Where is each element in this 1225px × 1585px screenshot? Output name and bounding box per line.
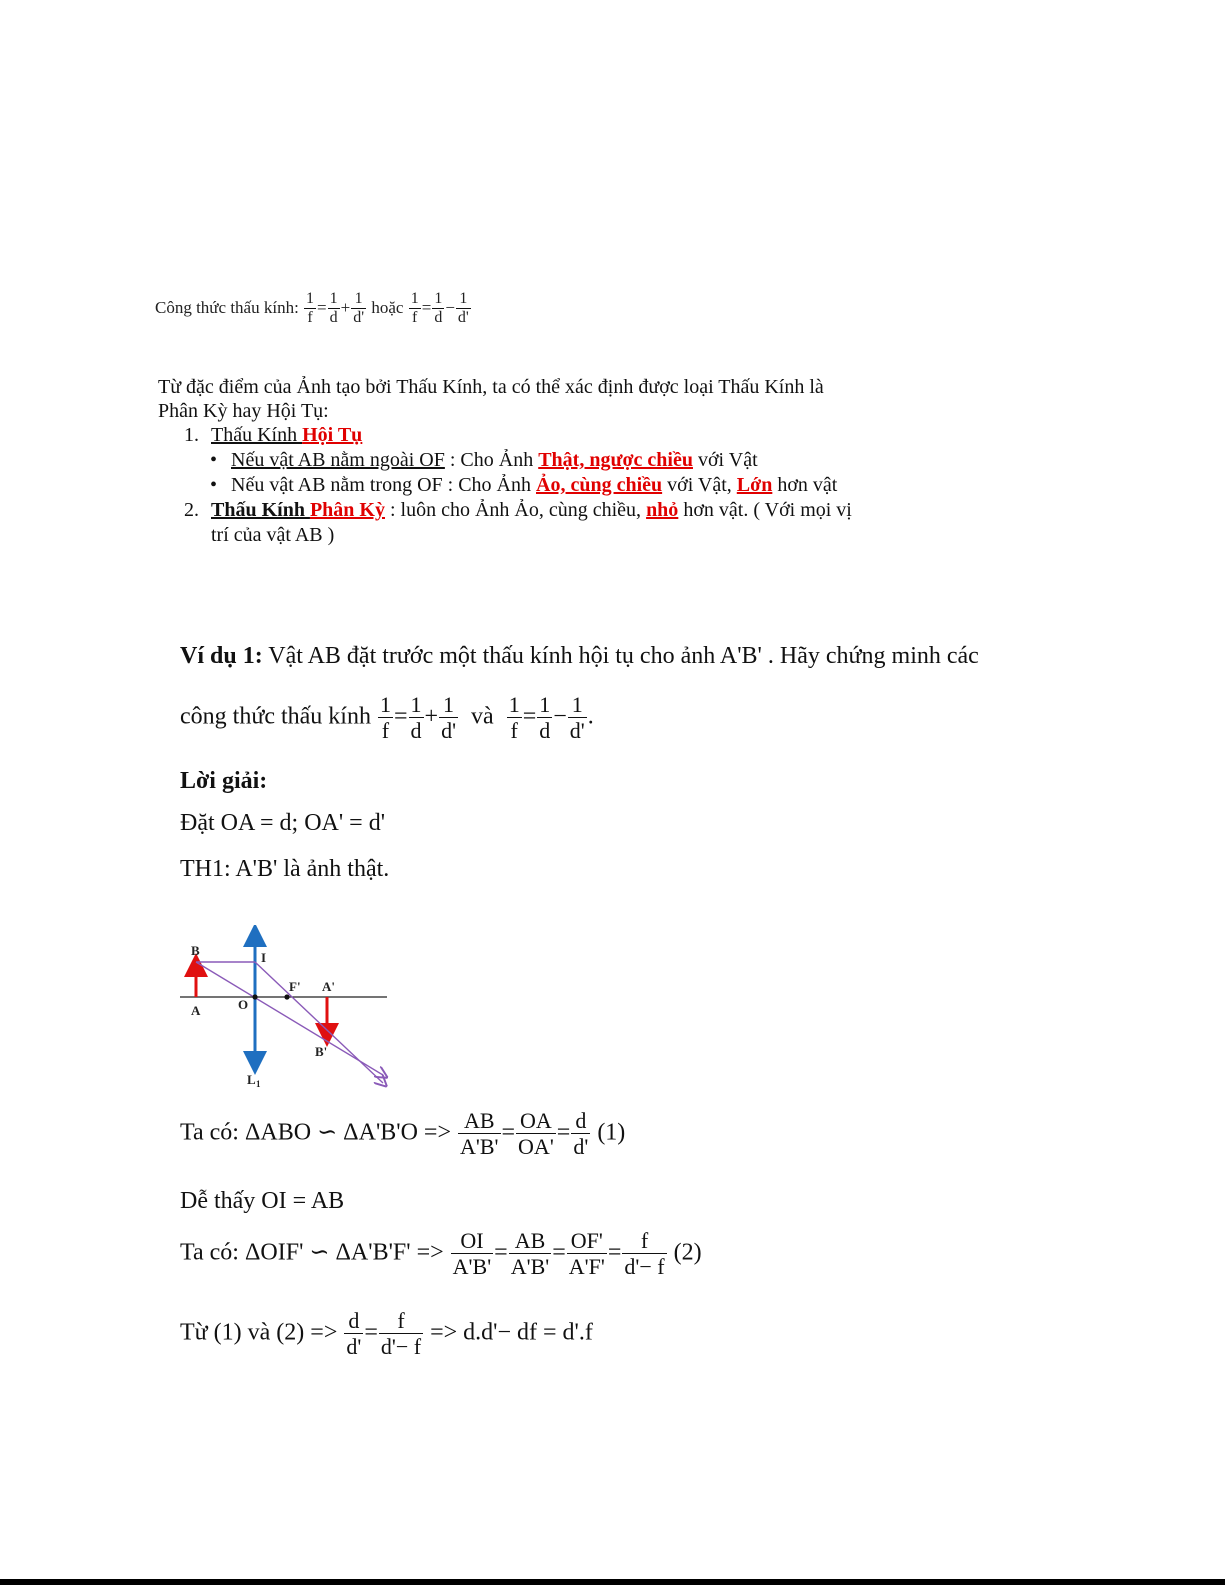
equation-2: Ta có: ΔOIF' ∽ ΔA'B'F' => $\frac{OI}{A'B'}$ = $\frac{AB}{A'B'}$ = $\frac{OF'}{A'F'}$ = $\frac{f}{d'- f}$ (2) — [180, 1228, 702, 1280]
example-label: Ví dụ 1: — [180, 643, 263, 669]
intro-line-2: Phân Kỳ hay Hội Tụ: — [158, 400, 329, 422]
fraction-1-d-b: $\frac{1}{d}$ — [434, 290, 443, 327]
bullet-dot: • — [210, 474, 218, 496]
list-item-diverging-line2: trí của vật AB ) — [211, 524, 335, 546]
bullet-outside-of: Nếu vật AB nằm ngoài OF : Cho Ảnh Thật, ngược chiều với Vật — [231, 449, 758, 471]
ray-through-focus — [255, 962, 383, 1083]
list-number: 2. — [184, 499, 199, 521]
formula-label: Công thức thấu kính: — [155, 297, 299, 317]
bullet-inside-of: Nếu vật AB nằm trong OF : Cho Ảnh Ảo, cùng chiều với Vật, Lớn hơn vật — [231, 474, 838, 496]
label-a: A — [191, 1003, 201, 1018]
fraction-1-f-b: $\frac{1}{f}$ — [410, 290, 419, 327]
fraction-1-f: $\frac{1}{f}$ — [306, 290, 315, 327]
equation-1: Ta có: ΔABO ∽ ΔA'B'O => $\frac{AB}{A'B'}$ = $\frac{OA}{OA'}$ = $\frac{d}{d'}$ (1) — [180, 1108, 626, 1160]
equation-3: Từ (1) và (2) => $\frac{d}{d'}$ = $\frac{f}{d'- f}$ => d.d'− df = d'.f — [180, 1308, 593, 1360]
fraction-1-dp: $\frac{1}{d'}$ — [353, 290, 365, 327]
label-fp: F' — [289, 979, 301, 994]
label-ap: A' — [322, 979, 335, 994]
lens-type-list — [158, 423, 918, 553]
example-formula-line: công thức thấu kính $\frac{1}{f}$ = $\frac{1}{d}$ + $\frac{1}{d'}$ và $\frac{1}{f}$ = $\frac{1}{d}$ − $\frac{1}{d'}$ . — [180, 692, 594, 744]
point-fp — [284, 994, 289, 999]
fraction-1-dp-b: $\frac{1}{d'}$ — [457, 290, 469, 327]
intro-line-1: Từ đặc điểm của Ảnh tạo bởi Thấu Kính, ta có thể xác định được loại Thấu Kính là — [158, 376, 824, 398]
label-b: B — [191, 943, 200, 958]
label-i: I — [261, 950, 267, 965]
list-item-diverging: Thấu Kính Phân Kỳ : luôn cho Ảnh Ảo, cùng chiều, nhỏ hơn vật. ( Với mọi vị — [211, 499, 852, 521]
point-o — [252, 994, 257, 999]
intro-paragraph — [158, 375, 824, 423]
ray-diagram — [175, 925, 395, 1095]
label-l: L — [247, 1072, 256, 1087]
label-bp: B' — [315, 1044, 328, 1059]
or-word: hoặc — [371, 297, 404, 317]
label-l-sub: 1 — [256, 1079, 261, 1089]
list-number: 1. — [184, 424, 199, 446]
fraction-1-d: $\frac{1}{d}$ — [329, 290, 338, 327]
note-oi-ab: Dễ thấy OI = AB — [180, 1188, 345, 1214]
page-bottom-border — [0, 1579, 1225, 1585]
list-item-converging: Thấu Kính Hội Tụ — [211, 424, 363, 446]
lens-formula-line: Công thức thấu kính: $\frac{1}{f}$ = $\frac{1}{d}$ + $\frac{1}{d'}$ hoặc $\frac{1}{f}$ = $\frac{1}{d}$ − $\frac{1}{d'}$ — [155, 290, 469, 327]
case1-line: TH1: A'B' là ảnh thật. — [180, 856, 390, 882]
set-variables-line: Đặt OA = d; OA' = d' — [180, 810, 386, 836]
bullet-dot: • — [210, 449, 218, 471]
label-o: O — [238, 997, 249, 1012]
example-title-line: Ví dụ 1: Vật AB đặt trước một thấu kính hội tụ cho ảnh A'B' . Hãy chứng minh các — [180, 643, 979, 669]
solution-heading: Lời giải: — [180, 768, 268, 794]
